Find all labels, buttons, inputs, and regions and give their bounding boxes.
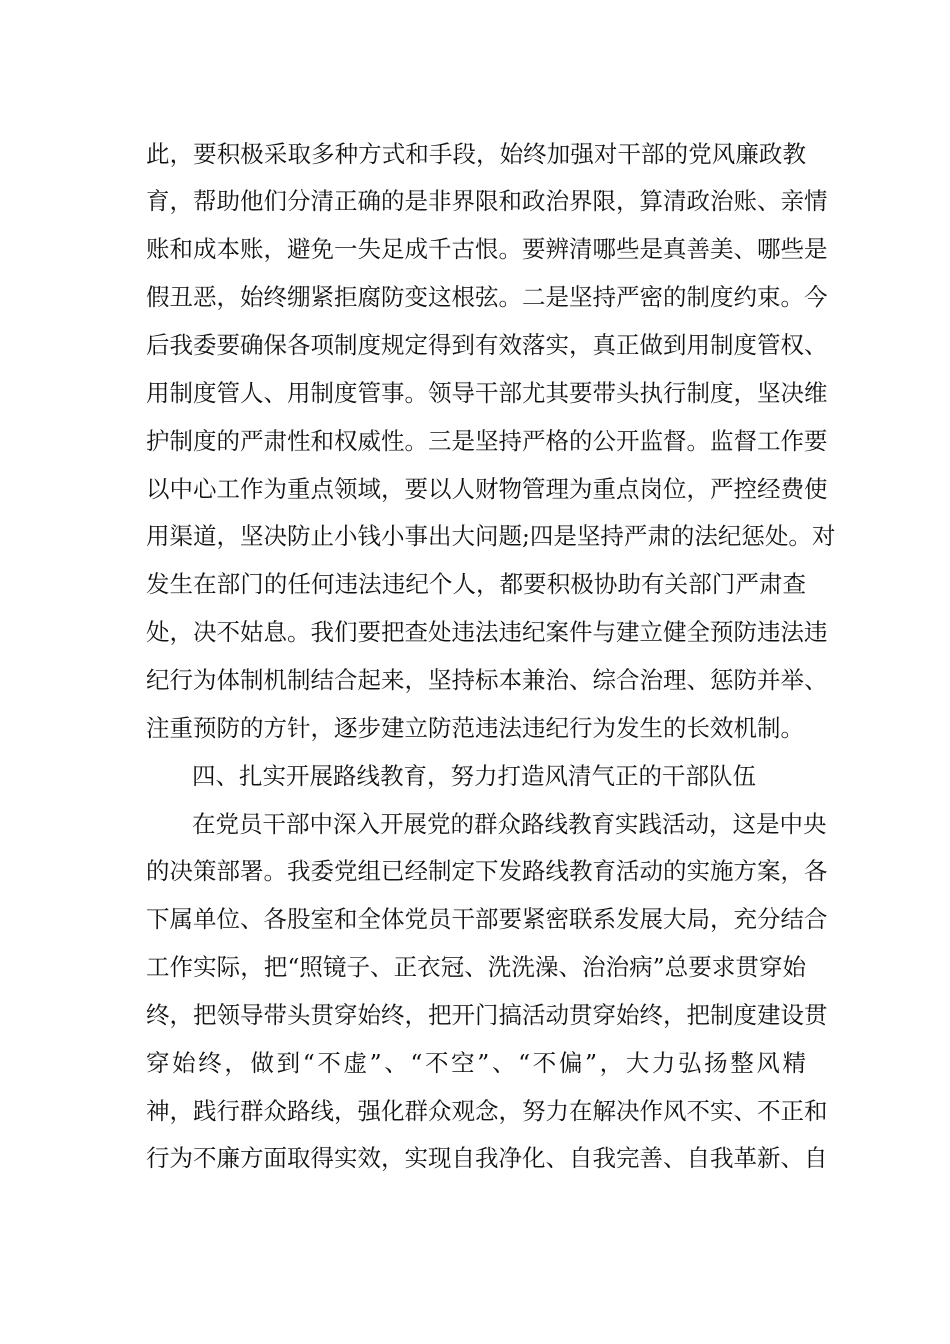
body-text-line: 用渠道，坚决防止小钱小事出大问题;四是坚持严肃的法纪惩处。对 [146,522,836,550]
body-text-line: 穿始终，做到“不虚”、“不空”、“不偏”，大力弘扬整风精 [146,1049,806,1077]
body-text-line: 后我委要确保各项制度规定得到有效落实，真正做到用制度管权、 [146,331,828,359]
body-text-line: 用制度管人、用制度管事。领导干部尤其要带头执行制度，坚决维 [146,379,828,407]
body-text-line: 账和成本账，避免一失足成千古恨。要辨清哪些是真善美、哪些是 [146,235,828,263]
body-text-line: 处，决不姑息。我们要把查处违法违纪案件与建立健全预防违法违 [146,618,828,646]
body-text-line: 育，帮助他们分清正确的是非界限和政治界限，算清政治账、亲情 [146,187,828,215]
body-text-line: 纪行为体制机制结合起来，坚持标本兼治、综合治理、惩防并举、 [146,666,828,694]
body-text-line: 发生在部门的任何违法违纪个人，都要积极协助有关部门严肃查 [146,570,806,598]
body-text-line: 行为不廉方面取得实效，实现自我净化、自我完善、自我革新、自 [146,1144,828,1172]
body-text-line: 工作实际，把“照镜子、正衣冠、洗洗澡、治治病”总要求贯穿始 [146,953,806,981]
body-text-line: 的决策部署。我委党组已经制定下发路线教育活动的实施方案，各 [146,857,828,885]
body-text-line: 以中心工作为重点领域，要以人财物管理为重点岗位，严控经费使 [146,475,828,503]
body-text-line: 注重预防的方针，逐步建立防范违法违纪行为发生的长效机制。 [146,714,804,742]
body-text-line: 下属单位、各股室和全体党员干部要紧密联系发展大局，充分结合 [146,905,828,933]
body-text-line: 护制度的严肃性和权威性。三是坚持严格的公开监督。监督工作要 [146,427,828,455]
body-text-line: 假丑恶，始终绷紧拒腐防变这根弦。二是坚持严密的制度约束。今 [146,283,828,311]
body-text-line: 终，把领导带头贯穿始终，把开门搞活动贯穿始终，把制度建设贯 [146,1001,828,1029]
section-heading: 四、扎实开展路线教育，努力打造风清气正的干部队伍 [192,762,756,790]
body-text-line: 在党员干部中深入开展党的群众路线教育实践活动，这是中央 [192,810,827,838]
body-text-line: 此，要积极采取多种方式和手段，始终加强对干部的党风廉政教 [146,140,806,168]
body-text-line: 神，践行群众路线，强化群众观念，努力在解决作风不实、不正和 [146,1097,828,1125]
